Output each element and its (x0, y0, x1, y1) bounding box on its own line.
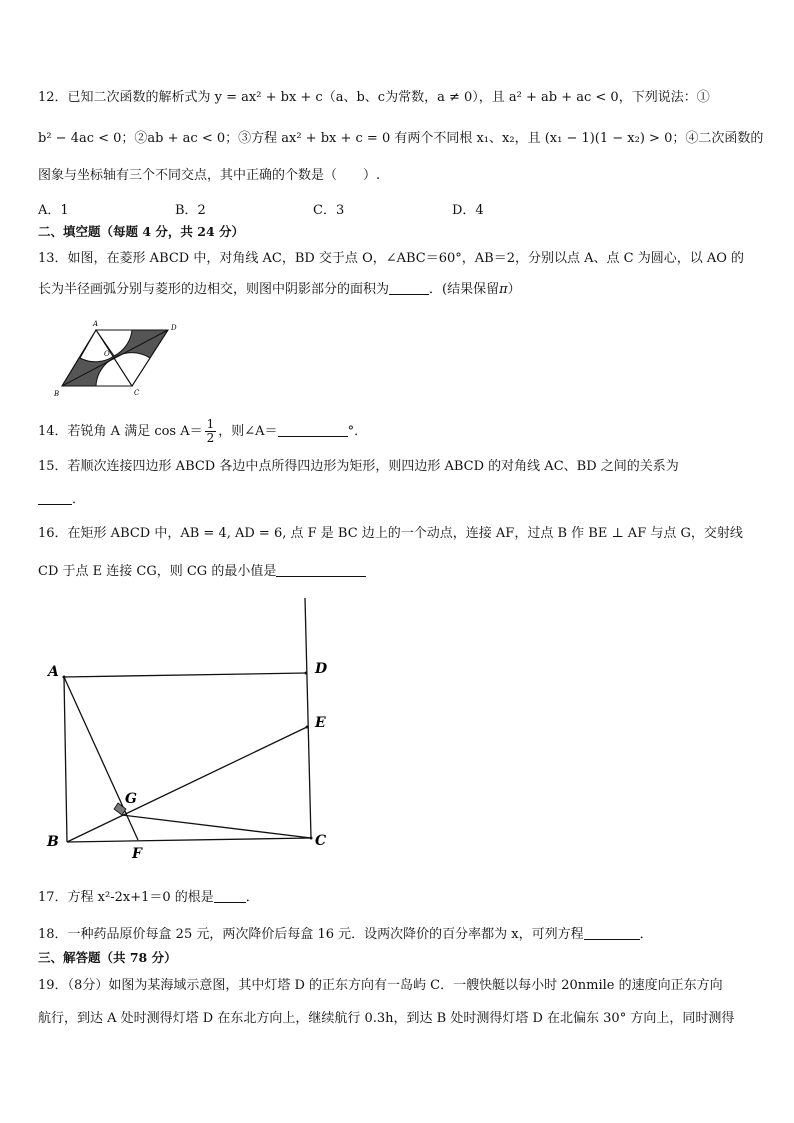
q12-choice-d: D．4 (452, 203, 484, 218)
q19-line1: 19．（8分）如图为某海域示意图，其中灯塔 D 的正东方向有一岛屿 C．一艘快艇以每小时 20nmile 的速度向正东方向 (38, 978, 723, 993)
q12-line1: 12．已知二次函数的解析式为 y = ax² + bx + c（a、b、c为常数，a ≠ 0），且 a² + ab + ac < 0，下列说法：① (38, 90, 710, 105)
q15-tail: ． (72, 492, 86, 507)
section-3-heading: 三、解答题（共 78 分） (38, 950, 177, 965)
rhombus-label-o: O (104, 350, 110, 358)
rect-label-c: C (315, 833, 327, 849)
q12-choice-b: B．2 (175, 203, 206, 218)
ray-cd (305, 598, 311, 838)
q18-answer-blank (584, 925, 640, 940)
segment-be (67, 727, 307, 842)
point-c (310, 837, 313, 840)
rhombus-label-b: B (54, 390, 60, 398)
rect-label-b: B (47, 834, 59, 850)
q17-answer-blank (214, 888, 246, 903)
segment-cg (122, 815, 311, 838)
q14-mid: ，则∠A＝ (218, 424, 278, 439)
q14-numerator: 1 (206, 417, 215, 431)
q14-text: 14．若锐角 A 满足 cos A＝ (38, 424, 203, 439)
q13-line1: 13．如图，在菱形 ABCD 中，对角线 AC，BD 交于点 O，∠ABC＝60°，AB＝2，分别以点 A、点 C 为圆心，以 AO 的 (38, 251, 745, 266)
q13-close-paren: ） (507, 282, 521, 297)
q17-tail: ． (245, 890, 259, 905)
q17-line (38, 888, 259, 908)
q17-text: 17．方程 x²-2x+1＝0 的根是 (38, 890, 214, 905)
side-ab (64, 677, 67, 842)
rect-label-a: A (48, 664, 59, 680)
q12-choice-c: C．3 (313, 203, 345, 218)
q16-line1: 16．在矩形 ABCD 中，AB = 4, AD = 6, 点 F 是 BC 边上的一个动点，连接 AF，过点 B 作 BE ⊥ AF 与点 G，交射线 (38, 526, 743, 541)
point-d (305, 672, 308, 675)
side-ad (64, 673, 306, 677)
point-a (63, 676, 66, 679)
point-e (306, 726, 309, 729)
rect-label-e: E (315, 715, 326, 731)
q19-line2: 航行，到达 A 处时测得灯塔 D 在东北方向上，继续航行 0.3h，到达 B 处时测得灯塔 D 在北偏东 30° 方向上，同时测得 (38, 1011, 735, 1026)
side-bc (67, 838, 311, 842)
pi-symbol: π (499, 282, 508, 297)
q18-text: 18．一种药品原价每盒 25 元，两次降价后每盒 16 元．设两次降价的百分率都为 x，可列方程 (38, 927, 584, 942)
q14-denominator: 2 (206, 431, 215, 445)
q13-line2-text: 长为半径画弧分别与菱形的边相交，则图中阴影部分的面积为 (38, 282, 390, 297)
q13-line2-note: ．(结果保留 (429, 282, 500, 297)
q12-line3: 图象与坐标轴有三个不同交点，其中正确的个数是（ ）. (38, 168, 381, 183)
q12-line2: b² − 4ac < 0；②ab + ac < 0；③方程 ax² + bx + c = 0 有两个不同根 x₁、x₂，且 (x₁ − 1)(1 − x₂) > 0；④二次函数的 (38, 131, 764, 146)
rect-label-f: F (132, 846, 142, 862)
q12-choice-a: A．1 (38, 203, 69, 218)
rect-label-d: D (315, 661, 328, 677)
q14-post: °． (347, 424, 368, 439)
q18-tail: ． (639, 927, 653, 942)
rhombus-label-d: D (171, 324, 177, 332)
q18-line (38, 925, 653, 945)
rect-label-g: G (125, 791, 137, 807)
section-2-heading: 二、填空题（每题 4 分，共 24 分） (38, 224, 245, 239)
rhombus-label-c: C (134, 389, 140, 397)
rhombus-label-a: A (93, 320, 99, 328)
q16-text: CD 于点 E 连接 CG，则 CG 的最小值是 (38, 564, 277, 579)
q15-line1: 15．若顺次连接四边形 ABCD 各边中点所得四边形为矩形，则四边形 ABCD 的对角线 AC、BD 之间的关系为 (38, 459, 679, 474)
